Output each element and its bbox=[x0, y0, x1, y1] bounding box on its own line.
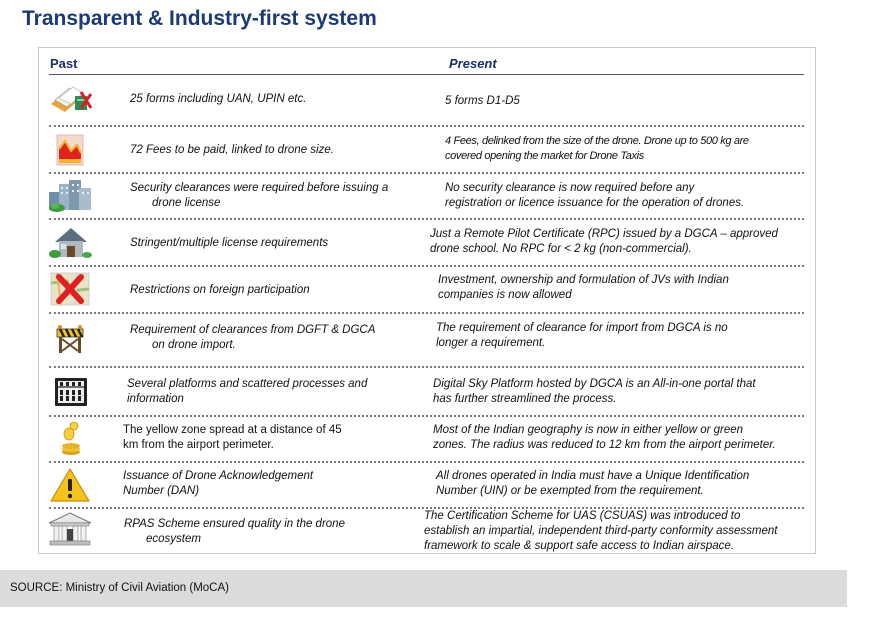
row-divider bbox=[49, 125, 804, 127]
fee-chart-icon bbox=[47, 131, 93, 167]
row-divider bbox=[49, 172, 804, 174]
past-column-header: Past bbox=[50, 56, 78, 71]
table-row bbox=[39, 315, 815, 367]
house-icon bbox=[47, 224, 93, 260]
present-text: The Certification Scheme for UAS (CSUAS) was introduced to establish an impartial, independent third-party conformity assessment framework to scale & support safe access to Indian airspace. bbox=[424, 510, 778, 552]
row-divider bbox=[49, 218, 804, 220]
present-text: The requirement of clearance for import from DGCA is no longer a requirement. bbox=[436, 322, 728, 349]
row-divider bbox=[49, 366, 804, 368]
header-divider bbox=[49, 74, 804, 75]
page-title: Transparent & Industry-first system bbox=[22, 7, 377, 30]
source-bar bbox=[0, 570, 847, 607]
institution-icon bbox=[47, 511, 93, 547]
present-text: All drones operated in India must have a Unique Identification Number (UIN) or be exempted from the requirement. bbox=[436, 470, 750, 497]
past-text: Security clearances were required before issuing a drone license bbox=[130, 182, 389, 209]
source-text: SOURCE: Ministry of Civil Aviation (MoCA) bbox=[10, 582, 229, 594]
table-row bbox=[39, 464, 815, 506]
table-row bbox=[39, 221, 815, 265]
table-row bbox=[39, 418, 815, 460]
warning-icon bbox=[47, 467, 93, 503]
present-text: 5 forms D1-D5 bbox=[445, 95, 520, 107]
past-text: Restrictions on foreign participation bbox=[130, 284, 310, 296]
row-divider bbox=[49, 265, 804, 267]
coins-icon bbox=[47, 420, 93, 456]
city-buildings-icon bbox=[47, 178, 93, 214]
row-divider bbox=[49, 461, 804, 463]
comparison-table bbox=[38, 47, 816, 554]
past-text: Several platforms and scattered processes and information bbox=[127, 378, 368, 405]
abacus-icon bbox=[47, 374, 93, 410]
table-row bbox=[39, 268, 815, 312]
map-cross-icon bbox=[47, 271, 93, 307]
past-text: The yellow zone spread at a distance of 45 km from the airport perimeter. bbox=[123, 424, 342, 451]
present-column-header: Present bbox=[449, 56, 497, 71]
present-text: Most of the Indian geography is now in either yellow or green zones. The radius was reduced to 12 km from the airport perimeter. bbox=[433, 424, 776, 451]
present-text: Investment, ownership and formulation of JVs with Indian companies is now allowed bbox=[438, 274, 729, 301]
present-text: 4 Fees, delinked from the size of the drone. Drone up to 500 kg are covered opening the market for Drone Taxis bbox=[445, 135, 749, 162]
table-row bbox=[39, 175, 815, 217]
row-divider bbox=[49, 312, 804, 314]
present-text: Digital Sky Platform hosted by DGCA is an All-in-one portal that has further streamlined the process. bbox=[433, 378, 756, 405]
past-text: 25 forms including UAN, UPIN etc. bbox=[130, 93, 307, 105]
table-row bbox=[39, 509, 815, 553]
table-row bbox=[39, 78, 815, 124]
past-text: Stringent/multiple license requirements bbox=[130, 237, 329, 249]
barrier-icon bbox=[47, 321, 93, 357]
table-row bbox=[39, 128, 815, 172]
past-text: Issuance of Drone Acknowledgement Number (DAN) bbox=[123, 470, 314, 497]
past-text: RPAS Scheme ensured quality in the drone ecosystem bbox=[124, 518, 345, 545]
past-text: Requirement of clearances from DGFT & DGCA on drone import. bbox=[130, 324, 376, 351]
present-text: No security clearance is now required before any registration or licence issuance for the operation of drones. bbox=[445, 182, 745, 209]
present-text: Just a Remote Pilot Certificate (RPC) issued by a DGCA – approved drone school. No RPC for < 2 kg (non-commercial). bbox=[430, 228, 778, 255]
table-row bbox=[39, 369, 815, 415]
row-divider bbox=[49, 415, 804, 417]
past-text: 72 Fees to be paid, linked to drone size. bbox=[130, 144, 334, 156]
paperwork-icon bbox=[47, 82, 93, 118]
